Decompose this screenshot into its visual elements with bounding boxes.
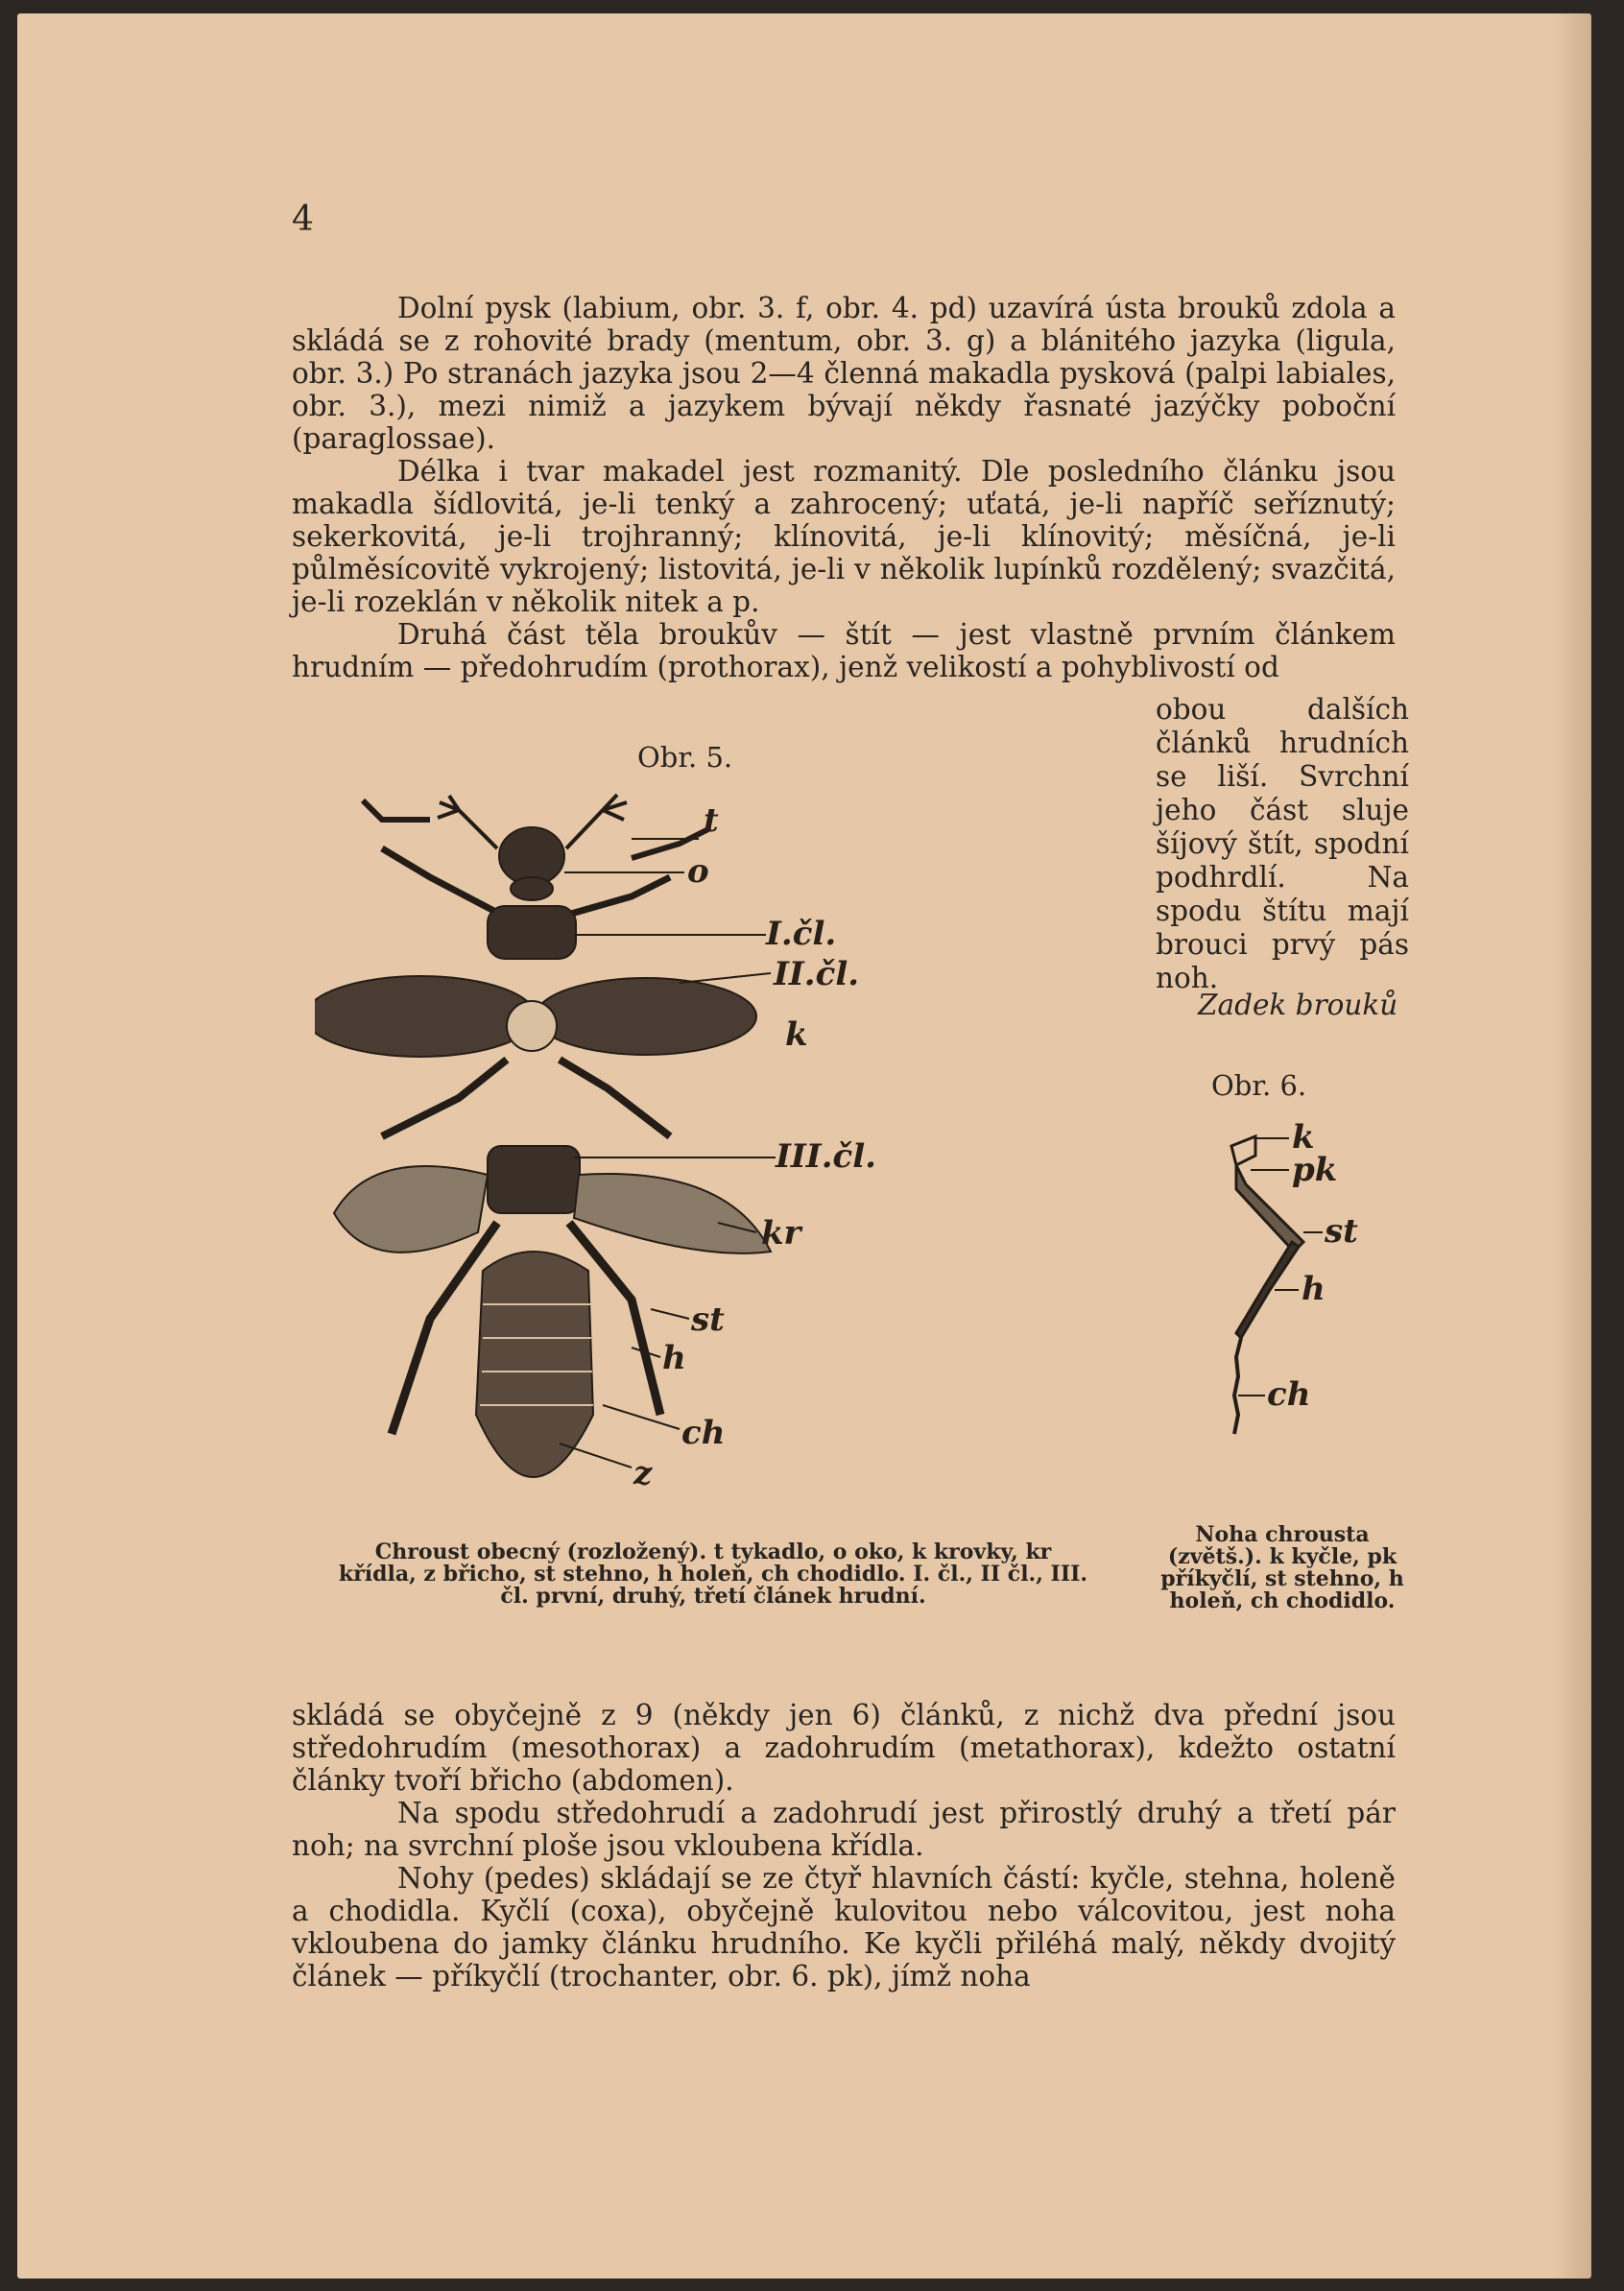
fig5-label-III: III.čl. <box>776 1137 877 1176</box>
figure-5-caption: Chroust obecný (rozložený). t tykadlo, o oko, k krovky, kr křídla, z břicho, st stehno, h holeň, ch chodidlo. I. čl., II čl., III. čl. první, druhý, třetí článek hrudní. <box>338 1539 1088 1609</box>
paragraph-abdomen: skládá se obyčejně z 9 (někdy jen 6) článků, z nichž dva přední jsou středohrudím (mesothorax) a zadohrudím (metathorax), kdežto ostatní články tvoří břicho (abdomen). <box>292 1699 1396 1797</box>
figure-6-title: Obr. 6. <box>1211 1069 1307 1102</box>
figure-6-leg-illustration <box>1198 1117 1419 1501</box>
fig5-label-o: o <box>687 852 709 891</box>
page-number: 4 <box>292 200 314 239</box>
fig5-label-k: k <box>785 1015 808 1054</box>
fig5-label-kr: kr <box>761 1214 801 1253</box>
fig6-label-h: h <box>1302 1270 1325 1308</box>
figure-5-beetle-illustration <box>315 781 1159 1530</box>
figure-5-title: Obr. 5. <box>637 741 733 774</box>
fig6-label-ch: ch <box>1267 1375 1311 1414</box>
side-text-abdomen: Zadek brouků <box>1198 989 1398 1021</box>
paragraph-legs: Nohy (pedes) skládají se ze čtyř hlavních částí: kyčle, stehna, holeně a chodidla. Kyčlí (coxa), obyčejně kulovitou nebo válcovitou, jest noha vkloubena do jamky článku hrudního. Ke kyčli přiléhá malý, někdy dvojitý článek — příkyčlí (trochanter, obr. 6. pk), jímž noha <box>292 1862 1396 1993</box>
fig6-label-k: k <box>1292 1118 1315 1157</box>
fig5-label-I: I.čl. <box>766 915 837 953</box>
fig5-label-ch: ch <box>681 1414 726 1452</box>
paragraph-palps: Délka i tvar makadel jest rozmanitý. Dle posledního článku jsou makadla šídlovitá, je-li tenký a zahrocený; uťatá, je-li napříč seříznutý; sekerkovitá, je-li trojhranný; klínovitá, je-li klínovitý; měsíčná, je-li půlměsícovitě vykrojený; listovitá, je-li v několik lupínků rozdělený; svazčitá, je-li rozeklán v několik nitek a p. <box>292 455 1396 618</box>
side-text-thorax: obou dalších článků hrudních se liší. Svrchní jeho část sluje šíjový štít, spodní podhrdlí. Na spodu štítu mají brouci prvý pás noh. <box>1156 693 1409 994</box>
figure-6-caption: Noha chrousta (zvětš.). k kyčle, pk příkyčlí, st stehno, h holeň, ch chodidlo. <box>1160 1522 1404 1613</box>
fig6-label-st: st <box>1325 1212 1358 1251</box>
fig5-label-t: t <box>704 801 719 840</box>
fig6-label-pk: pk <box>1292 1151 1338 1189</box>
book-page <box>17 13 1591 2279</box>
fig5-label-z: z <box>633 1454 653 1492</box>
fig5-label-st: st <box>691 1301 725 1339</box>
fig5-label-h: h <box>662 1339 686 1377</box>
paragraph-shield: Druhá část těla broukův — štít — jest vlastně prvním článkem hrudním — předohrudím (prothorax), jenž velikostí a pohyblivostí od <box>292 618 1396 683</box>
fig5-label-II: II.čl. <box>774 955 860 993</box>
paragraph-lower-lip: Dolní pysk (labium, obr. 3. f, obr. 4. pd) uzavírá ústa brouků zdola a skládá se z rohovité brady (mentum, obr. 3. g) a blánitého jazyka (ligula, obr. 3.) Po stranách jazyka jsou 2—4 členná makadla pysková (palpi labiales, obr. 3.), mezi nimiž a jazykem bývají někdy řasnaté jazýčky poboční (paraglossae). <box>292 292 1396 455</box>
paragraph-legs-attachment: Na spodu středohrudí a zadohrudí jest přirostlý druhý a třetí pár noh; na svrchní ploše jsou vkloubena křídla. <box>292 1797 1396 1862</box>
